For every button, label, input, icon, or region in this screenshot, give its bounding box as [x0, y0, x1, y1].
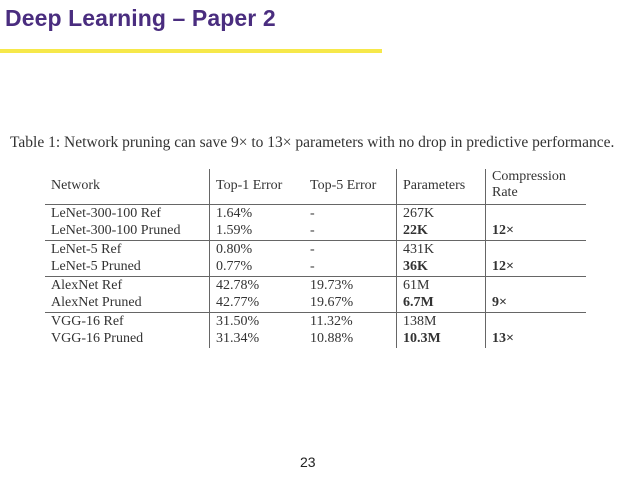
cell-network: LeNet-5 Ref: [45, 241, 210, 259]
cell-params: 36K: [397, 258, 486, 277]
header-compression-rate: [486, 169, 587, 205]
table-row: [45, 258, 586, 277]
cell-network: LeNet-300-100 Pruned: [51, 223, 181, 238]
cell-params: 138M: [397, 313, 486, 331]
cell-rate: 13×: [486, 330, 587, 348]
table-row: [45, 277, 586, 295]
header-compression-line2: Rate: [492, 185, 518, 200]
cell-top5: 11.32%: [304, 313, 397, 331]
cell-top1: 42.77%: [210, 294, 305, 313]
header-compression-line1: Compression: [492, 169, 566, 184]
table-group-lenet-300-100: [45, 205, 586, 241]
cell-network: VGG-16 Ref: [45, 313, 210, 331]
cell-top1: 1.64%: [210, 205, 305, 223]
cell-rate: [486, 205, 587, 223]
cell-top1: 31.34%: [210, 330, 305, 348]
cell-top5: -: [310, 206, 315, 221]
cell-rate: [486, 313, 587, 331]
cell-params: 10.3M: [397, 330, 486, 348]
cell-params: 267K: [397, 205, 486, 223]
cell-params: 22K: [397, 222, 486, 241]
cell-rate: [486, 277, 587, 295]
cell-rate: 9×: [486, 294, 587, 313]
cell-top1: 0.80%: [210, 241, 305, 259]
cell-params: 61M: [397, 277, 486, 295]
cell-network: LeNet-5 Pruned: [51, 259, 141, 274]
table-row: [45, 313, 586, 331]
table-row: [45, 241, 586, 259]
cell-top5: 10.88%: [310, 331, 354, 346]
cell-network: VGG-16 Pruned: [51, 331, 144, 346]
cell-top1: 1.59%: [210, 222, 305, 241]
table-row: [45, 330, 586, 348]
cell-rate: [486, 241, 587, 259]
table-header-row: [45, 169, 586, 205]
header-top5-error: Top-5 Error: [304, 169, 397, 205]
table-row: [45, 222, 586, 241]
table-group-alexnet: [45, 277, 586, 313]
cell-top5: -: [310, 259, 315, 274]
table-group-lenet-5: [45, 241, 586, 277]
cell-rate: 12×: [486, 258, 587, 277]
header-parameters: Parameters: [397, 169, 486, 205]
pruning-results-table: [45, 169, 586, 348]
cell-rate: 12×: [486, 222, 587, 241]
cell-top1: 31.50%: [210, 313, 305, 331]
cell-top5: 19.73%: [304, 277, 397, 295]
table-caption: Table 1: Network pruning can save 9× to 13× parameters with no drop in predictive performance.: [10, 134, 615, 151]
cell-top1: 0.77%: [210, 258, 305, 277]
table-group-vgg16: [45, 313, 586, 349]
title-underline: [0, 49, 382, 53]
slide-title: Deep Learning – Paper 2: [5, 5, 276, 31]
header-top1-error: Top-1 Error: [210, 169, 305, 205]
header-network: Network: [45, 169, 210, 205]
table-row: [45, 294, 586, 313]
table-row: [45, 205, 586, 223]
cell-top5: -: [304, 241, 397, 259]
cell-params: 431K: [397, 241, 486, 259]
cell-network: AlexNet Ref: [45, 277, 210, 295]
cell-top1: 42.78%: [210, 277, 305, 295]
cell-network: AlexNet Pruned: [51, 295, 142, 310]
cell-top5: -: [310, 223, 315, 238]
page-number: 23: [300, 454, 316, 470]
cell-top5: 19.67%: [310, 295, 354, 310]
cell-network: LeNet-300-100 Ref: [51, 206, 162, 221]
cell-params: 6.7M: [397, 294, 486, 313]
